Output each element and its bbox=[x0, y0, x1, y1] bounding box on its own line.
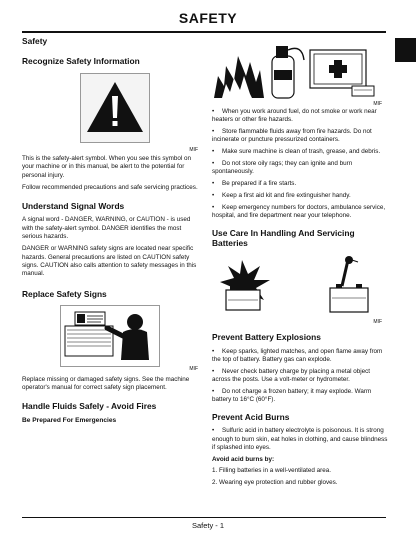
section-title: Safety bbox=[22, 36, 48, 46]
replace-paragraph: Replace missing or damaged safety signs. See the machine operator's manual for correct safety sign placement. bbox=[22, 375, 190, 391]
list-item: • Store flammable fluids away from fire hazards. Do not incinerate or puncture pressurized containers. bbox=[212, 128, 372, 144]
fire-figure bbox=[212, 36, 388, 106]
page-footer: Safety - 1 bbox=[191, 521, 225, 530]
list-item: • Be prepared if a fire starts. bbox=[212, 180, 297, 188]
list-item: • Make sure machine is clean of trash, grease, and debris. bbox=[212, 148, 381, 156]
recognize-paragraph-1: This is the safety-alert symbol. When you see this symbol on your machine or in this manual, be alert to the potential for personal injury. bbox=[22, 155, 192, 179]
page-title: SAFETY bbox=[178, 10, 238, 26]
figure-label: MIF bbox=[373, 319, 382, 326]
list-item: • Do not store oily rags; they can ignite and burn spontaneously. bbox=[212, 159, 353, 176]
acid-step-1: 1. Filling batteries in a well-ventilated area. bbox=[212, 466, 332, 474]
figure-label: MIF bbox=[373, 101, 382, 107]
header-rule bbox=[22, 31, 386, 33]
figure-label: MIF bbox=[189, 147, 198, 154]
fire-extinguisher-firstaid-illustration bbox=[212, 36, 382, 102]
figure-label: MIF bbox=[189, 365, 198, 372]
left-column bbox=[22, 36, 198, 428]
battery-figure bbox=[212, 254, 388, 324]
emergencies-subheading: Be Prepared For Emergencies bbox=[22, 417, 117, 425]
list-item: • Sulfuric acid in battery electrolyte is poisonous. It is strong enough to burn skin, eat holes in clothing, and cause blindness if splashed into eyes. bbox=[212, 427, 388, 451]
safety-alert-icon bbox=[81, 74, 149, 142]
signal-heading: Understand Signal Words bbox=[22, 201, 125, 212]
list-item: • Keep a first aid kit and fire extinguisher handy. bbox=[212, 191, 351, 199]
acid-bullet-list bbox=[212, 427, 388, 452]
avoid-acid-label: Avoid acid burns by: bbox=[212, 455, 275, 463]
acid-heading: Prevent Acid Burns bbox=[212, 412, 290, 423]
machine-sign-illustration bbox=[61, 306, 159, 366]
replace-signs-frame bbox=[60, 305, 160, 367]
battery-explosion-illustration bbox=[212, 254, 382, 320]
acid-step-2: 2. Wearing eye protection and rubber gloves. bbox=[212, 479, 338, 487]
signal-paragraph-2: DANGER or WARNING safety signs are located near specific hazards. General precautions are listed on CAUTION safety signs. CAUTION also calls attention to safety messages in this manual. bbox=[22, 245, 197, 278]
replace-signs-figure bbox=[22, 305, 198, 371]
explosions-heading: Prevent Battery Explosions bbox=[212, 332, 321, 343]
signal-paragraph-1: A signal word - DANGER, WARNING, or CAUTION - is used with the safety-alert symbol. DANGER identifies the most serious hazards. bbox=[22, 216, 191, 241]
safety-alert-figure bbox=[22, 72, 198, 152]
battery-heading: Use Care In Handling And Servicing Batteries bbox=[212, 228, 355, 249]
list-item: • Never check battery charge by placing a metal object across the posts. Use a volt-meter or hydrometer. bbox=[212, 367, 371, 383]
replace-heading: Replace Safety Signs bbox=[22, 288, 107, 299]
list-item: • Keep sparks, lighted matches, and open flame away from the top of battery. Battery gas can explode. bbox=[212, 347, 383, 363]
footer-rule bbox=[22, 517, 386, 518]
recognize-paragraph-2: Follow recommended precautions and safe servicing practices. bbox=[22, 184, 198, 192]
safety-alert-frame bbox=[80, 73, 150, 143]
right-column bbox=[212, 36, 388, 491]
list-item: • When you work around fuel, do not smoke or work near heaters or other fire hazards. bbox=[212, 108, 377, 124]
fluids-heading: Handle Fluids Safely - Avoid Fires bbox=[22, 401, 157, 412]
fire-bullet-list bbox=[212, 108, 388, 220]
recognize-heading: Recognize Safety Information bbox=[22, 56, 140, 67]
explosions-bullet-list bbox=[212, 348, 388, 405]
list-item: • Keep emergency numbers for doctors, ambulance service, hospital, and fire department near your telephone. bbox=[212, 203, 386, 219]
list-item: • Do not charge a frozen battery; it may explode. Warm battery to 16°C (60°F). bbox=[212, 387, 372, 403]
section-tab-marker bbox=[395, 38, 416, 62]
